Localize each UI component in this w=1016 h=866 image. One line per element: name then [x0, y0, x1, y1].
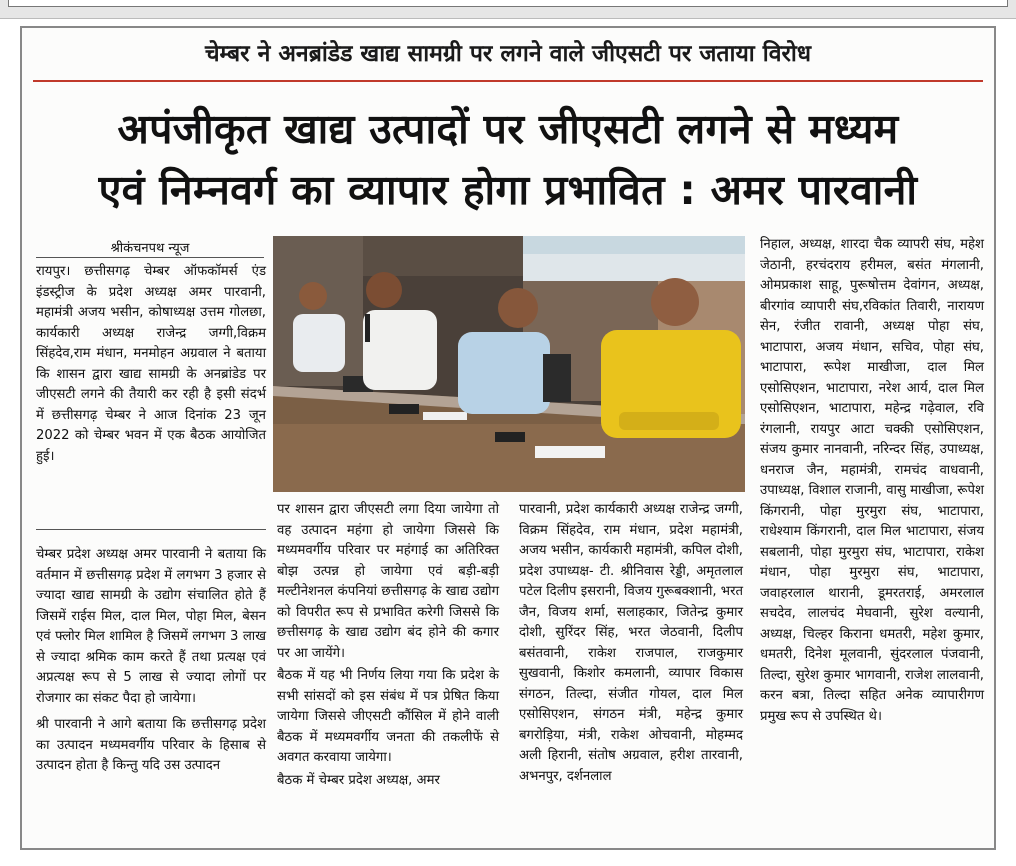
clipping-top-edge	[8, 0, 1008, 7]
intro-rule	[36, 529, 266, 530]
column-1	[36, 545, 266, 777]
kicker-headline: चेम्बर ने अनब्रांडेड खाद्य सामग्री पर लगने वाले जीएसटी पर जताया विरोध	[204, 41, 812, 67]
byline: श्रीकंचनपथ न्यूज	[110, 241, 190, 256]
intro-paragraph: रायपुर। छत्तीसगढ़ चेम्बर ऑफकॉमर्स एंड इंडस्ट्रीज के प्रदेश अध्यक्ष अमर पारवानी, महामंत्री अजय भसीन, कोषाध्यक्ष उत्तम गोलछा, कार्यकारी अध्यक्ष राजेन्द्र जग्गी,विक्रम सिंहदेव,राम मंधान, मनमोहन अग्रवाल ने बताया कि शासन द्वारा खाद्य सामग्री के अनब्रांडेड पर जीएसटी लगने की तैयारी कर रही है इसी संदर्भ में छत्तीसगढ़ चेम्बर ने आज दिनांक 23 जून 2022 को चेम्बर भवन में एक बैठक आयोजित हुई।	[36, 264, 266, 464]
kicker-rule	[33, 80, 983, 82]
headline-line-1: अपंजीकृत खाद्य उत्पादों पर जीएसटी लगने से मध्यम	[117, 105, 899, 153]
col2-para-2: बैठक में यह भी निर्णय लिया गया कि प्रदेश के सभी सांसदों को इस संबंध में पत्र प्रेषित किया जायेगा जिससे जीएसटी कौंसिल में होने वाली बैठक में मध्यमवर्गीय जनता की तकलीफें से अवगत करवाया जायेगा।	[277, 668, 499, 765]
byline-rule	[36, 257, 264, 258]
headline-line-2: एवं निम्नवर्ग का व्यापार होगा प्रभावित : अमर पारवानी	[98, 166, 918, 214]
col1-para-1: चेम्बर प्रदेश अध्यक्ष अमर पारवानी ने बताया कि वर्तमान में छत्तीसगढ़ प्रदेश में लगभग 3 हजार से ज्यादा खाद्य सामग्री के उद्योग संचालित होते हैं जिसमें राईस मिल, दाल मिल, पोहा मिल, बेसन एवं फ्लोर मिल शामिल है जिसमें लगभग 3 लाख से ज्यादा श्रमिक काम करते हैं तथा प्रत्यक्ष एवं अप्रत्यक्ष रूप से 5 लाख से ज्यादा लोगों पर रोजगार का संकट पैदा हो जायेगा।	[36, 547, 266, 706]
meeting-photo	[273, 236, 745, 492]
column-4: निहाल, अध्यक्ष, शारदा चैक व्यापरी संघ, महेश जेठानी, हरचंदराय हरीमल, बसंत मंगलानी, ओमप्रकाश साहू, पुरूषोत्तम देवांगन, अध्यक्ष, बीरगांव व्यापारी संघ,रविकांत तिवारी, नारायण सेन, रंजीत रावानी, अध्यक्ष पोहा संघ, भाटापारा, अजय मंधान, सचिव, पोहा संघ, भाटापारा, रूपेश माखीजा, दाल मिल एसोसिएशन, भाटापारा, नरेश आर्य, दाल मिल एसोसिएशन, भाटापारा, महेन्द्र गढ़ेवाल, रवि रंगलानी, रायपुर आटा चक्की एसोसिएशन, संजय कुमार नानवानी, नरिन्दर सिंह, उपाध्यक्ष, धनराज जैन, महामंत्री, रामचंद वाधवानी, उपाध्यक्ष, विशाल राजानी, वासु माखीजा, रूपेश किंगरानी, पोहा मुरमुरा संघ, भाटापारा, राधेश्याम किंगरानी, दाल मिल भाटापारा, संजय सबलानी, पोहा मुरमुरा संघ, भाटापारा, राकेश मंधान, पोहा मुरमुरा संघ, भाटापारा, जवाहरलाल थारानी, डूमरतराई, अमरलाल सचदेव, लालचंद मेघवानी, सुरेश वल्यानी, अध्यक्ष, चिल्हर किराना धमतरी, महेश कुमार, धमतरी, दिनेश मूलवानी, सुंदरलाल पंजवानी, तिल्दा, सुरेश कुमार भागवानी, राजेश लालवानी, करन बत्रा, तिल्दा सहित अनेक व्यापारीगण प्रमुख रूप से उपस्थित थे।	[760, 237, 984, 724]
col2-para-1: पर शासन द्वारा जीएसटी लगा दिया जायेगा तो वह उत्पादन महंगा हो जायेगा जिससे कि मध्यमवर्गीय परिवार पर महंगाई का अतिरिक्त बोझ उत्पन्न हो जायेगा एवं बड़ी-बड़ी मल्टीनेशनल कंपनियां छत्तीसगढ़ के खाद्य उद्योग को विपरीत रूप से प्रभावित करेगी जिससे कि छत्तीसगढ़ के खाद्य उद्योग बंद होने की कगार पर आ जायेंगे।	[277, 502, 499, 661]
column-3: पारवानी, प्रदेश कार्यकारी अध्यक्ष राजेन्द्र जग्गी, विक्रम सिंहदेव, राम मंधान, प्रदेश महामंत्री, अजय भसीन, कार्यकारी महामंत्री, कपिल दोशी, प्रदेश उपाध्यक्ष- टी. श्रीनिवास रेड्डी, अमृतलाल पटेल दिलीप इसरानी, विजय गुरूबक्शानी, भरत जैन, विजय शर्मा, सलाहकार, जितेन्द्र कुमार दोशी, सुरिंदर सिंह, भरत जेठवानी, दिलीप बसंतवानी, राकेश राजपाल, राजकुमार सुखवानी, किशोर कमलानी, व्यापार विकास संगठन, तिल्दा, संजीत गोयल, दाल मिल एसोसिएशन, संगठन मंत्री, महेन्द्र कुमार बगरोड़िया, मंत्री, राकेश ओचवानी, मोहम्मद अली हिरानी, संतोष अग्रवाल, हरीश तारवानी, अभनपुर, दर्शनलाल	[519, 502, 743, 784]
col1-para-2: श्री पारवानी ने आगे बताया कि छत्तीसगढ़ प्रदेश का उत्पादन मध्यमवर्गीय परिवार के हिसाब से उत्पादन होता है किन्तु यदि उस उत्पादन	[36, 717, 266, 773]
col2-para-3: बैठक में चेम्बर प्रदेश अध्यक्ष, अमर	[277, 772, 440, 788]
window-top-strip	[0, 0, 1016, 19]
column-2	[277, 500, 499, 791]
